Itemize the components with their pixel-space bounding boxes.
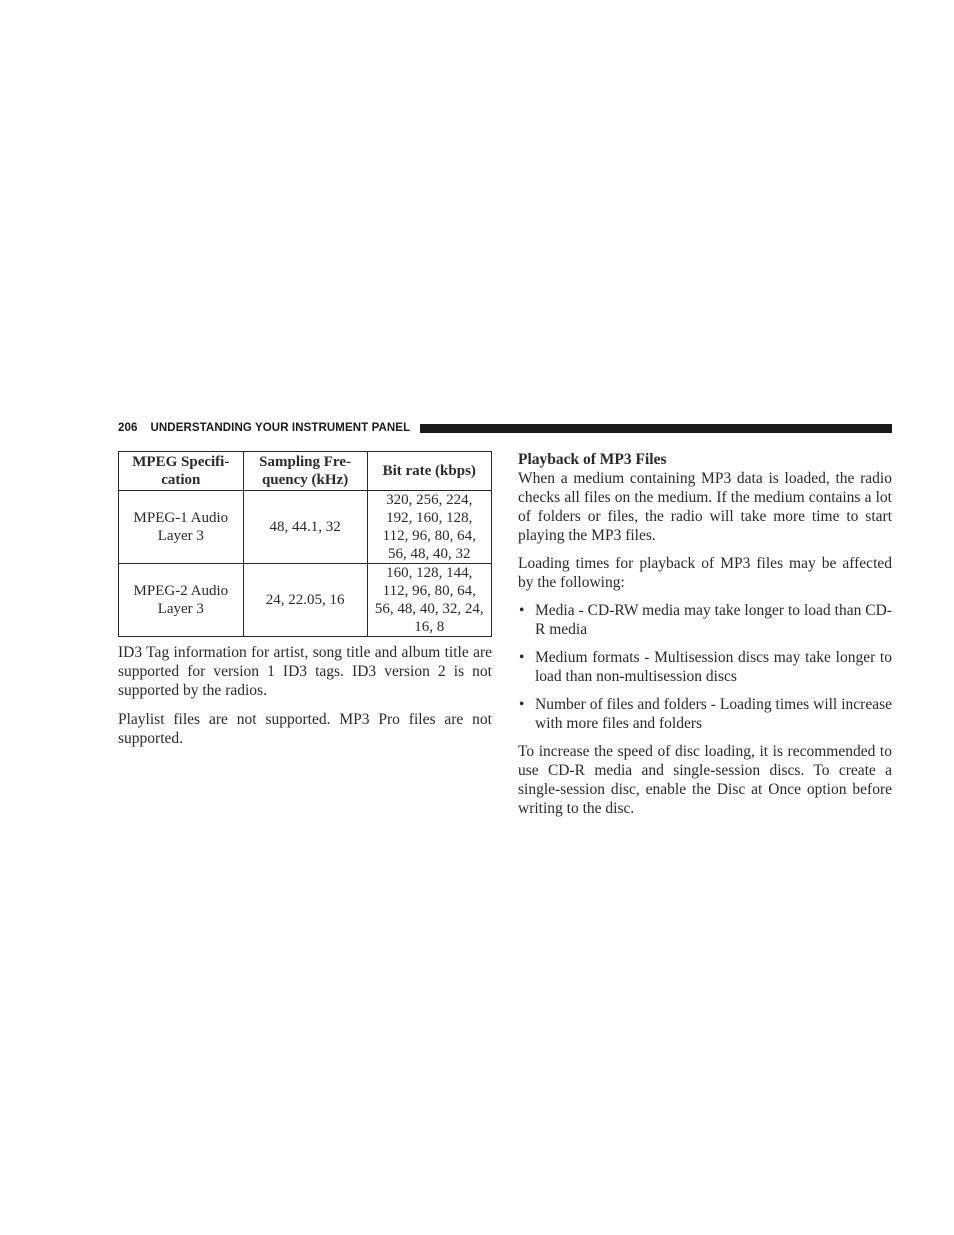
right-column: [518, 450, 892, 818]
table-row: [119, 564, 492, 637]
recommendation-paragraph: To increase the speed of disc loading, it is recommended to use CD-R media and single-session discs. To create a single-session disc, enable the Disc at Once option before writing to the disc.: [518, 743, 892, 817]
list-item-text: Media - CD-RW media may take longer to load than CD-R media: [535, 602, 892, 638]
table-cell: 24, 22.05, 16: [243, 564, 367, 637]
list-item: [518, 648, 892, 686]
playlist-paragraph: Playlist files are not supported. MP3 Pro files are not supported.: [118, 711, 492, 747]
mpeg-spec-table: [118, 451, 492, 637]
table-header-cell: MPEG Specifi- cation: [119, 452, 244, 491]
page-header: [118, 420, 892, 436]
bullet-icon: •: [519, 602, 525, 619]
table-cell: 160, 128, 144, 112, 96, 80, 64, 56, 48, 40, 32, 24, 16, 8: [367, 564, 492, 637]
list-item-text: Medium formats - Multisession discs may take longer to load than non-multisession discs: [535, 649, 892, 685]
table-cell: MPEG-1 Audio Layer 3: [119, 491, 244, 564]
table-cell: 48, 44.1, 32: [243, 491, 367, 564]
table-header-cell: Bit rate (kbps): [367, 452, 492, 491]
section-title: UNDERSTANDING YOUR INSTRUMENT PANEL: [150, 422, 411, 434]
bullet-icon: •: [519, 649, 525, 666]
section-heading: Playback of MP3 Files: [518, 451, 667, 468]
table-cell: MPEG-2 Audio Layer 3: [119, 564, 244, 637]
list-item-text: Number of files and folders - Loading times will increase with more files and folders: [535, 696, 892, 732]
table-cell: 320, 256, 224, 192, 160, 128, 112, 96, 80, 64, 56, 48, 40, 32: [367, 491, 492, 564]
id3-paragraph: ID3 Tag information for artist, song title and album title are supported for version 1 ID3 tags. ID3 version 2 is not supported by the radios.: [118, 644, 492, 699]
left-column: [118, 451, 492, 748]
list-item: [518, 601, 892, 639]
header-rule: [420, 424, 892, 433]
table-row: [119, 491, 492, 564]
loading-times-paragraph: Loading times for playback of MP3 files may be affected by the following:: [518, 555, 892, 591]
bullet-list: [518, 601, 892, 733]
table-header-row: [119, 452, 492, 491]
list-item: [518, 695, 892, 733]
bullet-icon: •: [519, 696, 525, 713]
page-number: 206: [118, 422, 138, 434]
table-header-cell: Sampling Fre- quency (kHz): [243, 452, 367, 491]
intro-paragraph: When a medium containing MP3 data is loaded, the radio checks all files on the medium. If the medium contains a lot of folders or files, the radio will take more time to start playing the MP3 files.: [518, 470, 892, 544]
